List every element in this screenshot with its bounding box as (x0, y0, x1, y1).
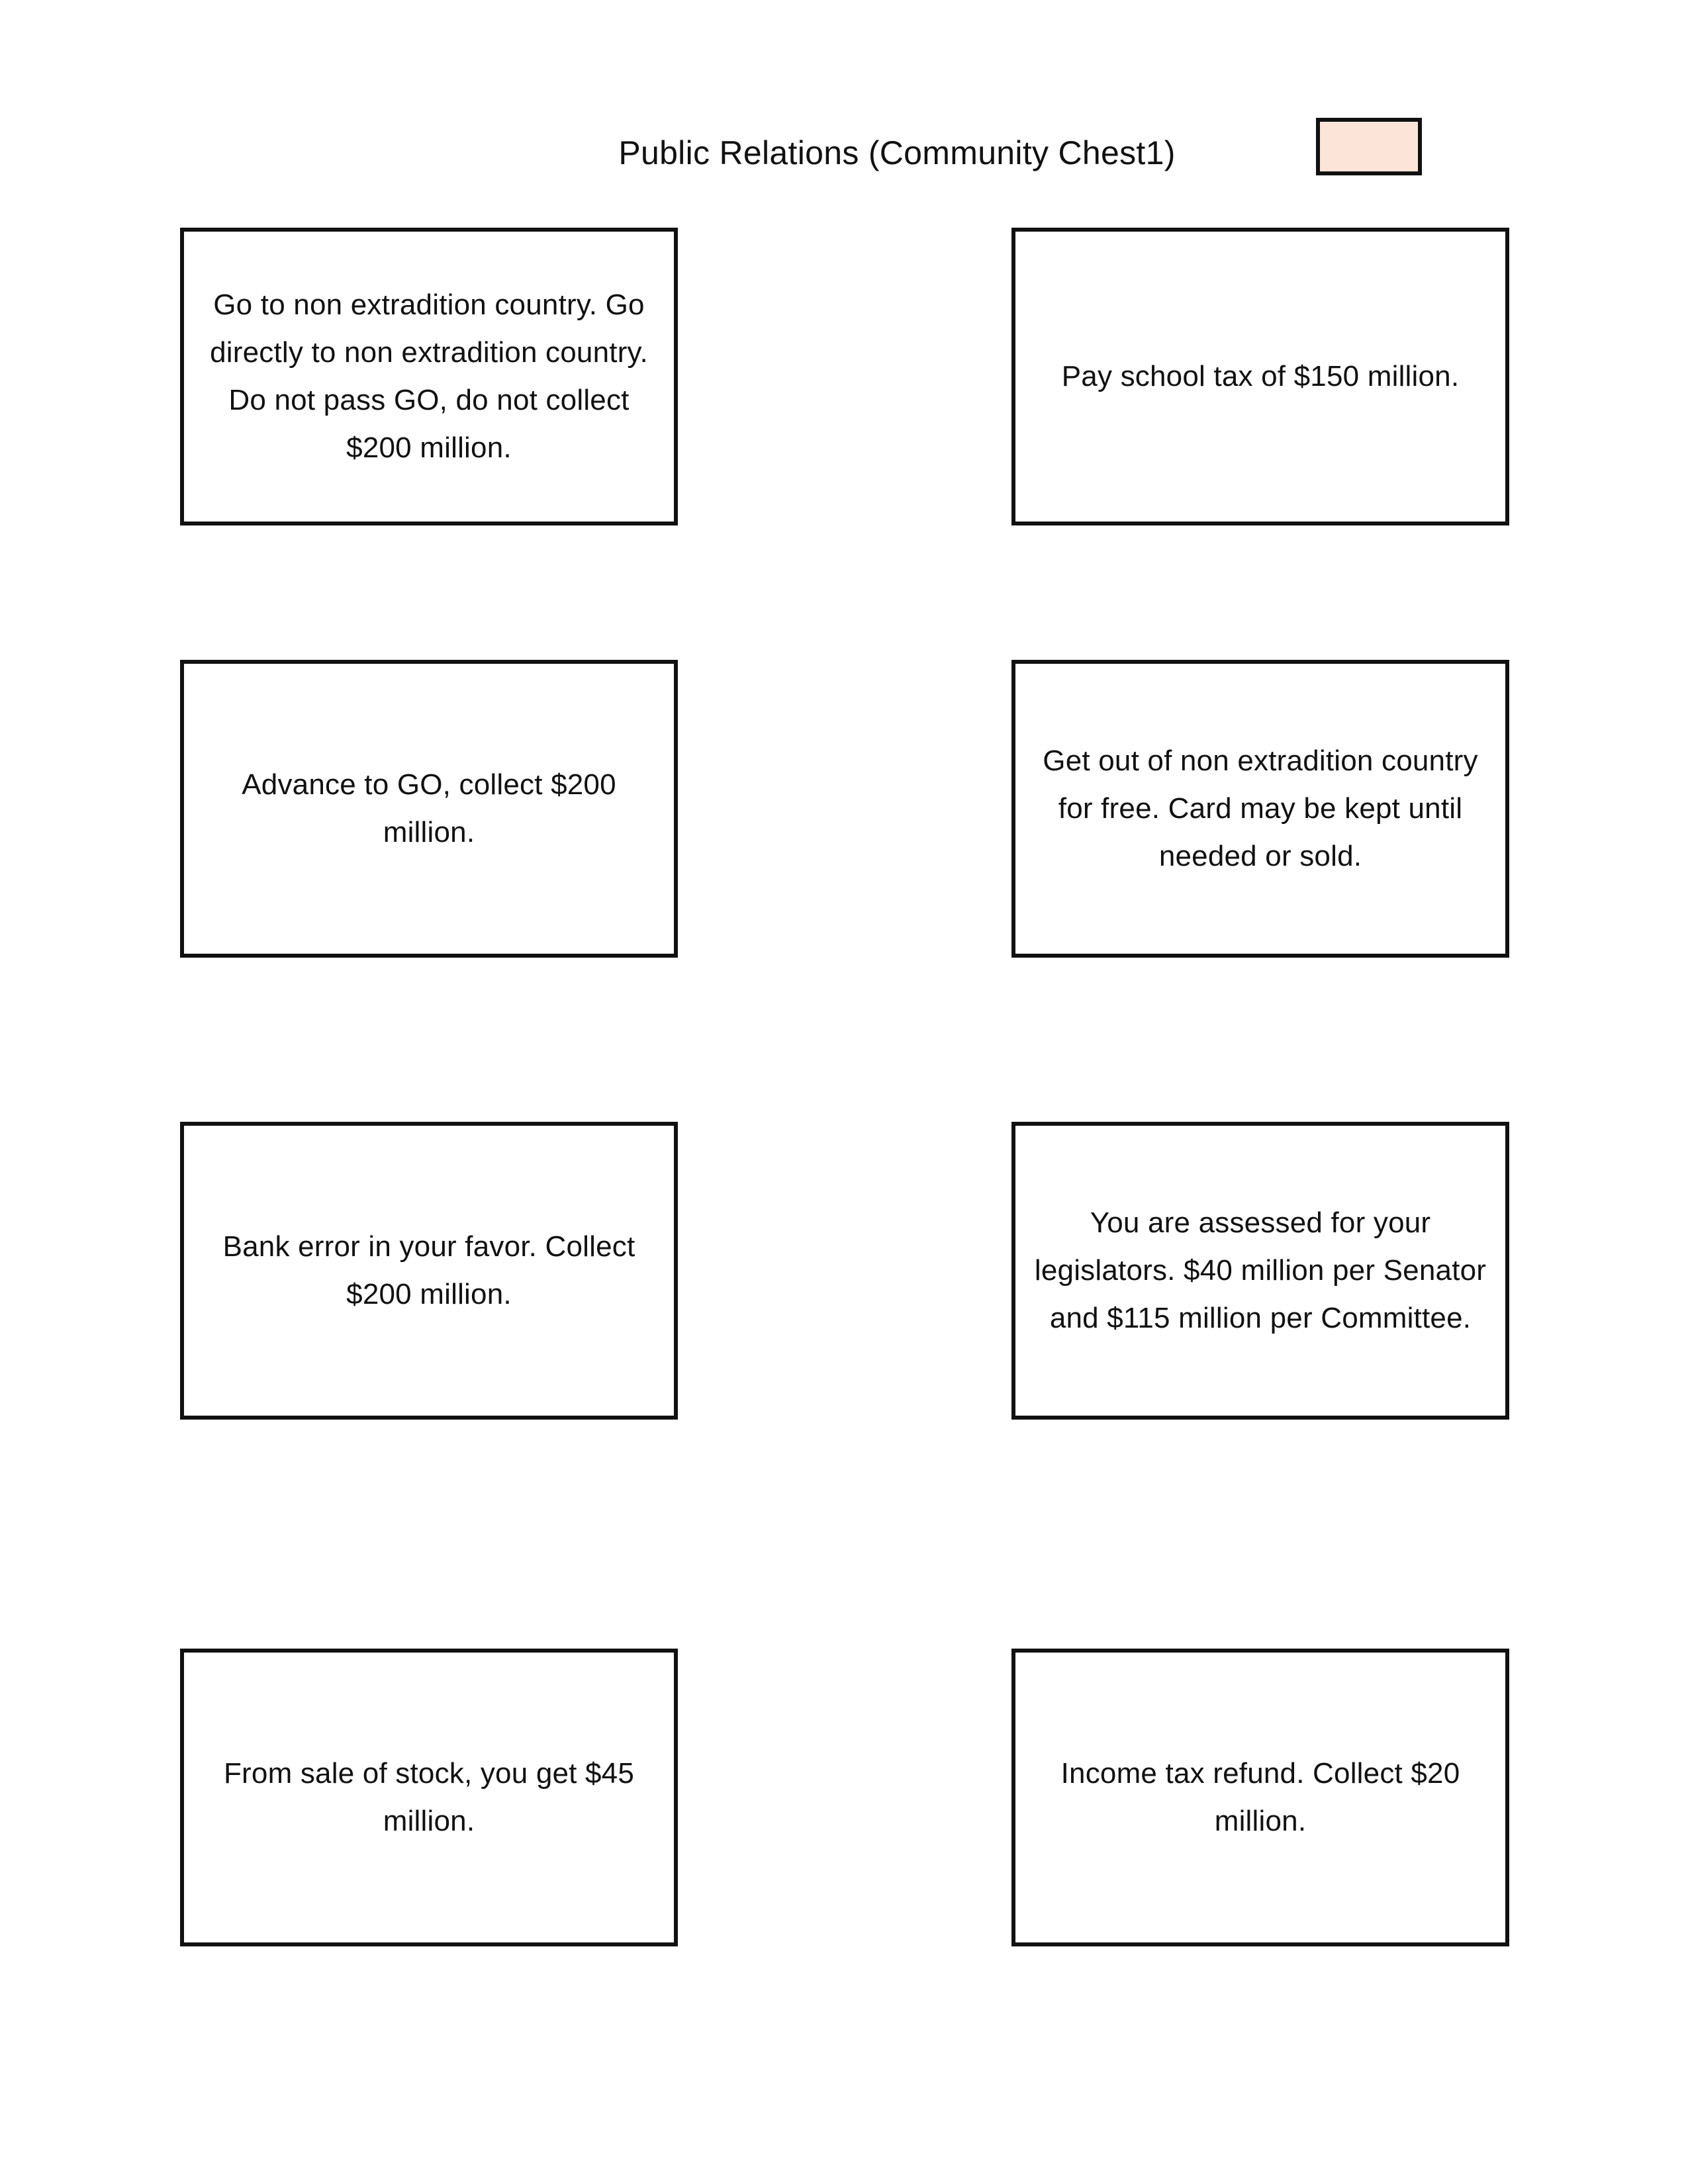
card-text: Income tax refund. Collect $20 million. (1060, 1757, 1460, 1837)
community-chest-card (180, 1122, 678, 1420)
community-chest-card (1011, 660, 1509, 958)
card-text: Advance to GO, collect $200 million. (242, 768, 616, 848)
community-chest-card (180, 228, 678, 525)
community-chest-card (1011, 1122, 1509, 1420)
page-title: Public Relations (Community Chest1) (618, 134, 1176, 171)
community-chest-card (1011, 228, 1509, 525)
card-text: Bank error in your favor. Collect $200 million. (222, 1230, 635, 1310)
community-chest-card (180, 1649, 678, 1946)
community-chest-card (180, 660, 678, 958)
card-text: Get out of non extradition country for free. Card may be kept until needed or sold. (1043, 745, 1478, 872)
card-text: Go to non extradition country. Go directly to non extradition country. Do not pass GO, do not collect $200 million. (210, 289, 648, 464)
card-text: You are assessed for your legislators. $40 million per Senator and $115 million per Committee. (1034, 1206, 1487, 1334)
card-text: Pay school tax of $150 million. (1061, 360, 1460, 392)
community-chest-card (1011, 1649, 1509, 1946)
color-swatch (1316, 118, 1422, 175)
card-text: From sale of stock, you get $45 million. (223, 1757, 635, 1837)
